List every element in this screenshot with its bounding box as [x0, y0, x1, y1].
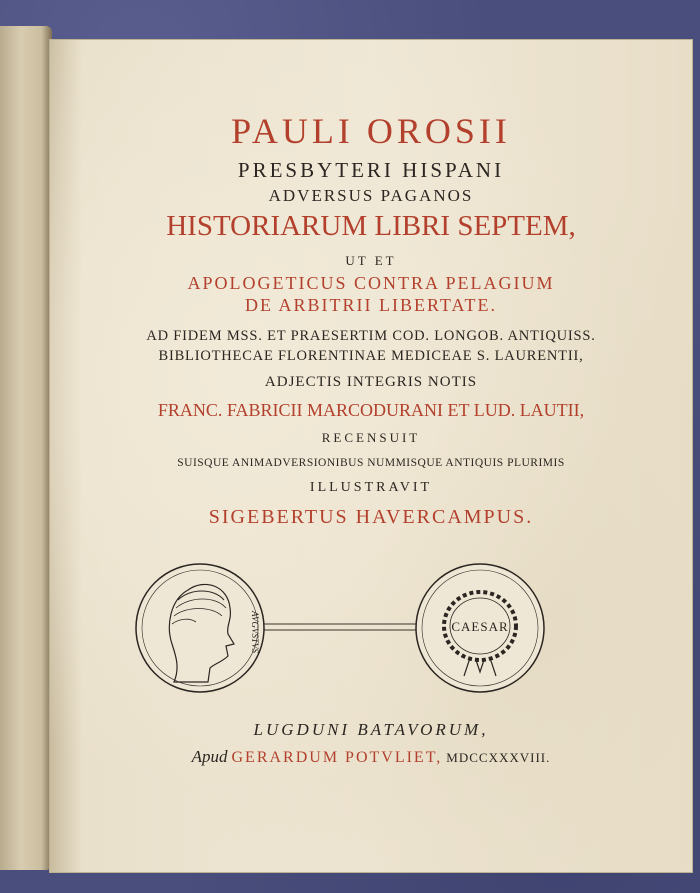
imprint-place: LUGDUNI BATAVORUM, — [253, 720, 489, 739]
adjectis-line: ADJECTIS INTEGRIS NOTIS — [264, 374, 478, 390]
title-page — [50, 40, 692, 872]
left-page-edge — [0, 26, 52, 870]
adversus-line: ADVERSUS PAGANOS — [268, 186, 474, 205]
coin-engraving — [130, 560, 550, 700]
reverse-coin — [416, 564, 544, 692]
fidem-line-1: AD FIDEM MSS. ET PRAESERTIM COD. LONGOB. ANTIQUISS. — [146, 328, 596, 344]
illustravit-line: ILLUSTRAVIT — [309, 480, 433, 495]
conjunction-line: UT ET — [345, 253, 397, 268]
author-name: PAULI OROSII — [231, 111, 511, 151]
obverse-coin — [136, 564, 264, 692]
fidem-line-2: BIBLIOTHECAE FLORENTINAE MEDICEAE S. LAURENTII, — [158, 348, 584, 364]
imprint-year: MDCCXXXVIII. — [446, 750, 551, 765]
obverse-legend: AVGVSTVS — [250, 610, 260, 654]
imprint-printer: GERARDUM POTVLIET, — [231, 749, 443, 766]
imprint-printer-line — [50, 747, 692, 767]
imprint-apud: Apud — [191, 747, 228, 766]
recensuit-line: RECENSUIT — [321, 430, 421, 445]
author-description: PRESBYTERI HISPANI — [237, 158, 505, 182]
suisque-line: SUISQUE ANIMADVERSIONIBUS NUMMISQUE ANTIQUIS PLURIMIS — [177, 457, 565, 469]
editor-name: SIGEBERTUS HAVERCAMPUS. — [208, 506, 534, 528]
work-title: HISTORIARUM LIBRI SEPTEM, — [166, 210, 576, 242]
editors-line: FRANC. FABRICII MARCODURANI ET LUD. LAUTII, — [157, 400, 585, 420]
apologeticus-line-2: DE ARBITRII LIBERTATE. — [245, 295, 497, 315]
apologeticus-line-1: APOLOGETICUS CONTRA PELAGIUM — [187, 273, 555, 293]
reverse-legend: CAESAR — [451, 619, 509, 634]
